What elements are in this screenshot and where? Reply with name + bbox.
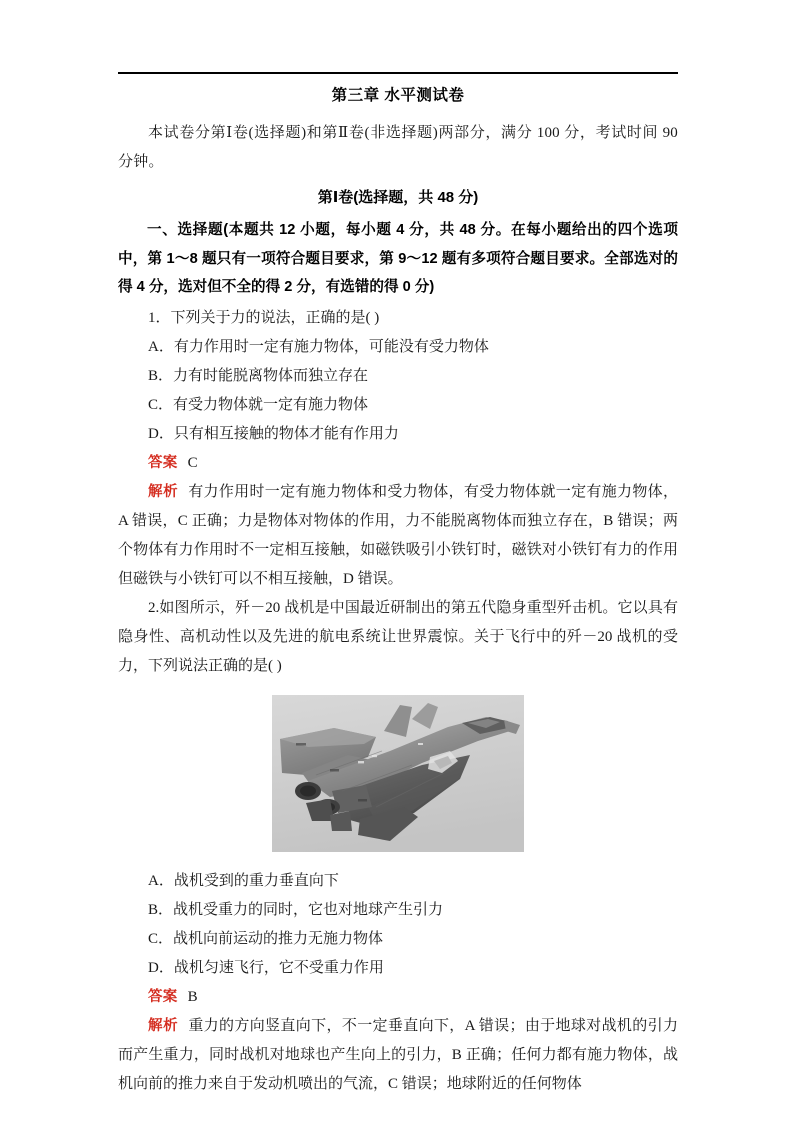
answer-value: C	[187, 454, 198, 471]
exam-intro-paragraph: 本试卷分第Ⅰ卷(选择题)和第Ⅱ卷(非选择题)两部分，满分 100 分，考试时间 90 分钟。	[118, 125, 678, 171]
page-title: 第三章 水平测试卷	[331, 87, 465, 104]
jet-illustration	[272, 695, 524, 852]
header-divider	[118, 72, 678, 74]
analysis-text: 重力的方向竖直向下，不一定垂直向下，A 错误；由于地球对战机的引力而产生重力，同时战机对地球也产生向上的引力，B 正确；任何力都有施力物体，战机向前的推力来自于发动机喷出的气流，C 错误；地球附近的任何物体	[118, 1017, 678, 1092]
answer-value: B	[187, 988, 198, 1005]
document-content	[118, 84, 678, 1099]
question-option: C．战机向前运动的推力无施力物体	[148, 930, 384, 947]
analysis-paragraph	[118, 478, 678, 594]
question-option: D．战机匀速飞行，它不受重力作用	[148, 959, 384, 976]
analysis-label: 解析	[148, 483, 179, 500]
question-option: C．有受力物体就一定有施力物体	[148, 396, 369, 413]
question-option: D．只有相互接触的物体才能有作用力	[148, 425, 399, 442]
answer-label: 答案	[148, 454, 178, 471]
j20-fighter-photo	[272, 695, 524, 852]
analysis-label: 解析	[148, 1017, 179, 1034]
answer-line	[118, 983, 678, 1012]
question-stem: 1．下列关于力的说法，正确的是( )	[148, 309, 380, 326]
answer-label: 答案	[148, 988, 178, 1005]
answer-line	[118, 449, 678, 478]
paper-section-title: 第Ⅰ卷(选择题，共 48 分)	[317, 189, 479, 207]
question-option: B．力有时能脱离物体而独立存在	[148, 367, 369, 384]
analysis-paragraph	[118, 1012, 678, 1099]
analysis-text: 有力作用时一定有施力物体和受力物体，有受力物体就一定有施力物体，A 错误，C 正确；力是物体对物体的作用，力不能脱离物体而独立存在，B 错误；两个物体有力作用时不一定相互接触，如磁铁吸引小铁钉时，磁铁对小铁钉有力的作用但磁铁与小铁钉可以不相互接触，D 错误。	[118, 483, 678, 587]
section-instructions: 一、选择题(本题共 12 小题，每小题 4 分，共 48 分。在每小题给出的四个选项中，第 1～8 题只有一项符合题目要求，第 9～12 题有多项符合题目要求。全部选对的得 4 分，选对但不全的得 2 分，有选错的得 0 分)	[118, 222, 678, 296]
question-option: A．有力作用时一定有施力物体，可能没有受力物体	[148, 338, 489, 355]
question-figure	[118, 695, 678, 857]
question-option: B．战机受重力的同时，它也对地球产生引力	[148, 901, 444, 918]
question-option: A．战机受到的重力垂直向下	[148, 872, 339, 889]
question-stem: 2.如图所示，歼－20 战机是中国最近研制出的第五代隐身重型歼击机。它以具有隐身性、高机动性以及先进的航电系统让世界震惊。关于飞行中的歼－20 战机的受力，下列说法正确的是( )	[118, 599, 678, 674]
